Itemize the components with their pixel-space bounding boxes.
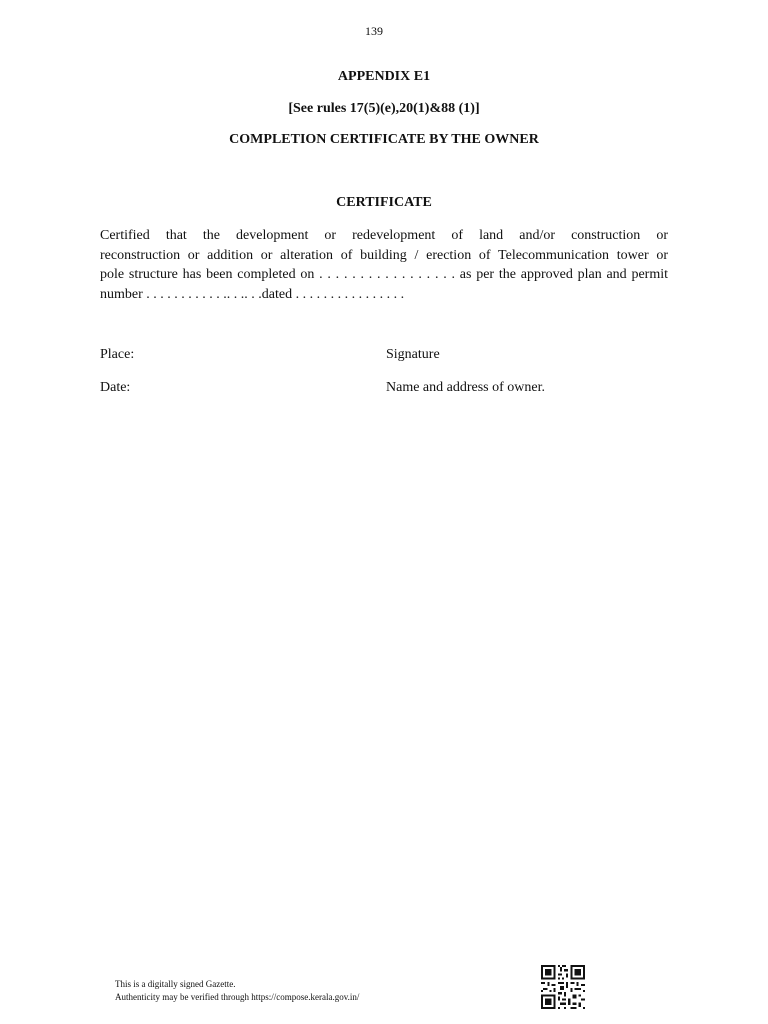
owner-name-address-label: Name and address of owner. — [386, 380, 546, 395]
document-title: COMPLETION CERTIFICATE BY THE OWNER — [229, 132, 539, 147]
body-line: Certified that the development or redevelopment of land and/or construction or — [100, 228, 668, 243]
certificate-heading: CERTIFICATE — [336, 195, 432, 210]
gazette-footer — [115, 978, 359, 1004]
place-label: Place: — [100, 347, 135, 362]
appendix-heading: APPENDIX E1 — [337, 69, 431, 84]
certificate-body — [100, 226, 668, 304]
footer-line-signed: This is a digitally signed Gazette. — [115, 979, 236, 989]
page-number: 139 — [365, 24, 383, 38]
body-line: reconstruction or addition or alteration of building / erection of Telecommunication tower or — [100, 247, 668, 263]
qr-code-icon — [541, 965, 585, 1009]
footer-line-verify: Authenticity may be verified through https://compose.kerala.gov.in/ — [115, 992, 360, 1002]
signature-label: Signature — [386, 347, 440, 362]
body-line: number . . . . . . . . . . . .. . .. . .dated . . . . . . . . . . . . . . . . — [100, 286, 405, 302]
rules-reference: [See rules 17(5)(e),20(1)&88 (1)] — [288, 101, 480, 116]
body-line: pole structure has been completed on . . . . . . . . . . . . . . . . . as per the approved plan and permit — [100, 267, 668, 282]
date-label: Date: — [100, 380, 131, 395]
